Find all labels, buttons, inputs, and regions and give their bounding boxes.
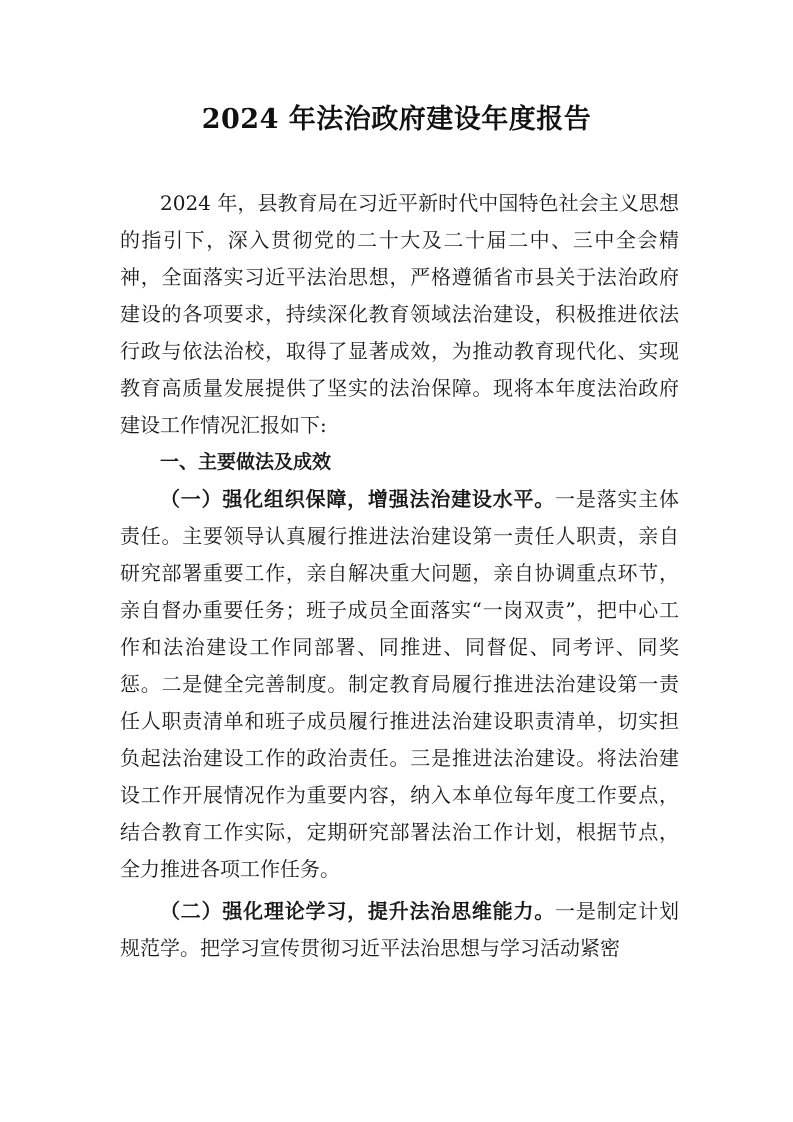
- item-2-text: 一是制定计划规范学。把学习宣传贯彻习近平法治思想与学习活动紧密: [120, 899, 680, 960]
- intro-paragraph: 2024 年，县教育局在习近平新时代中国特色社会主义思想的指引下，深入贯彻党的二十大及二十届二中、三中全会精神，全面落实习近平法治思想，严格遵循省市县关于法治政府建设的各项要求，持续深化教育领域法治建设，积极推进依法行政与依法治校，取得了显著成效，为推动教育现代化、实现教育高质量发展提供了坚实的法治保障。现将本年度法治政府建设工作情况汇报如下:: [120, 191, 679, 437]
- item-1-lead: （一）强化组织保障，增强法治建设水平。: [160, 487, 556, 511]
- item-1-paragraph: [120, 481, 679, 888]
- item-2-paragraph: [120, 893, 679, 967]
- document-title: 2024 年法治政府建设年度报告: [201, 104, 592, 135]
- item-2-lead: （二）强化理论学习，提升法治思维能力。: [160, 899, 556, 923]
- section-heading-1: 一、主要做法及成效: [160, 451, 332, 473]
- item-1-text: 一是落实主体责任。主要领导认真履行推进法治建设第一责任人职责，亲自研究部署重要工作，亲自解决重大问题，亲自协调重点环节，亲自督办重要任务；班子成员全面落实“一岗双责”，把中心工作和法治建设工作同部署、同推进、同督促、同考评、同奖惩。二是健全完善制度。制定教育局履行推进法治建设第一责任人职责清单和班子成员履行推进法治建设职责清单，切实担负起法治建设工作的政治责任。三是推进法治建设。将法治建设工作开展情况作为重要内容，纳入本单位每年度工作要点，结合教育工作实际，定期研究部署法治工作计划，根据节点，全力推进各项工作任务。: [120, 487, 680, 881]
- document-body: [120, 185, 679, 967]
